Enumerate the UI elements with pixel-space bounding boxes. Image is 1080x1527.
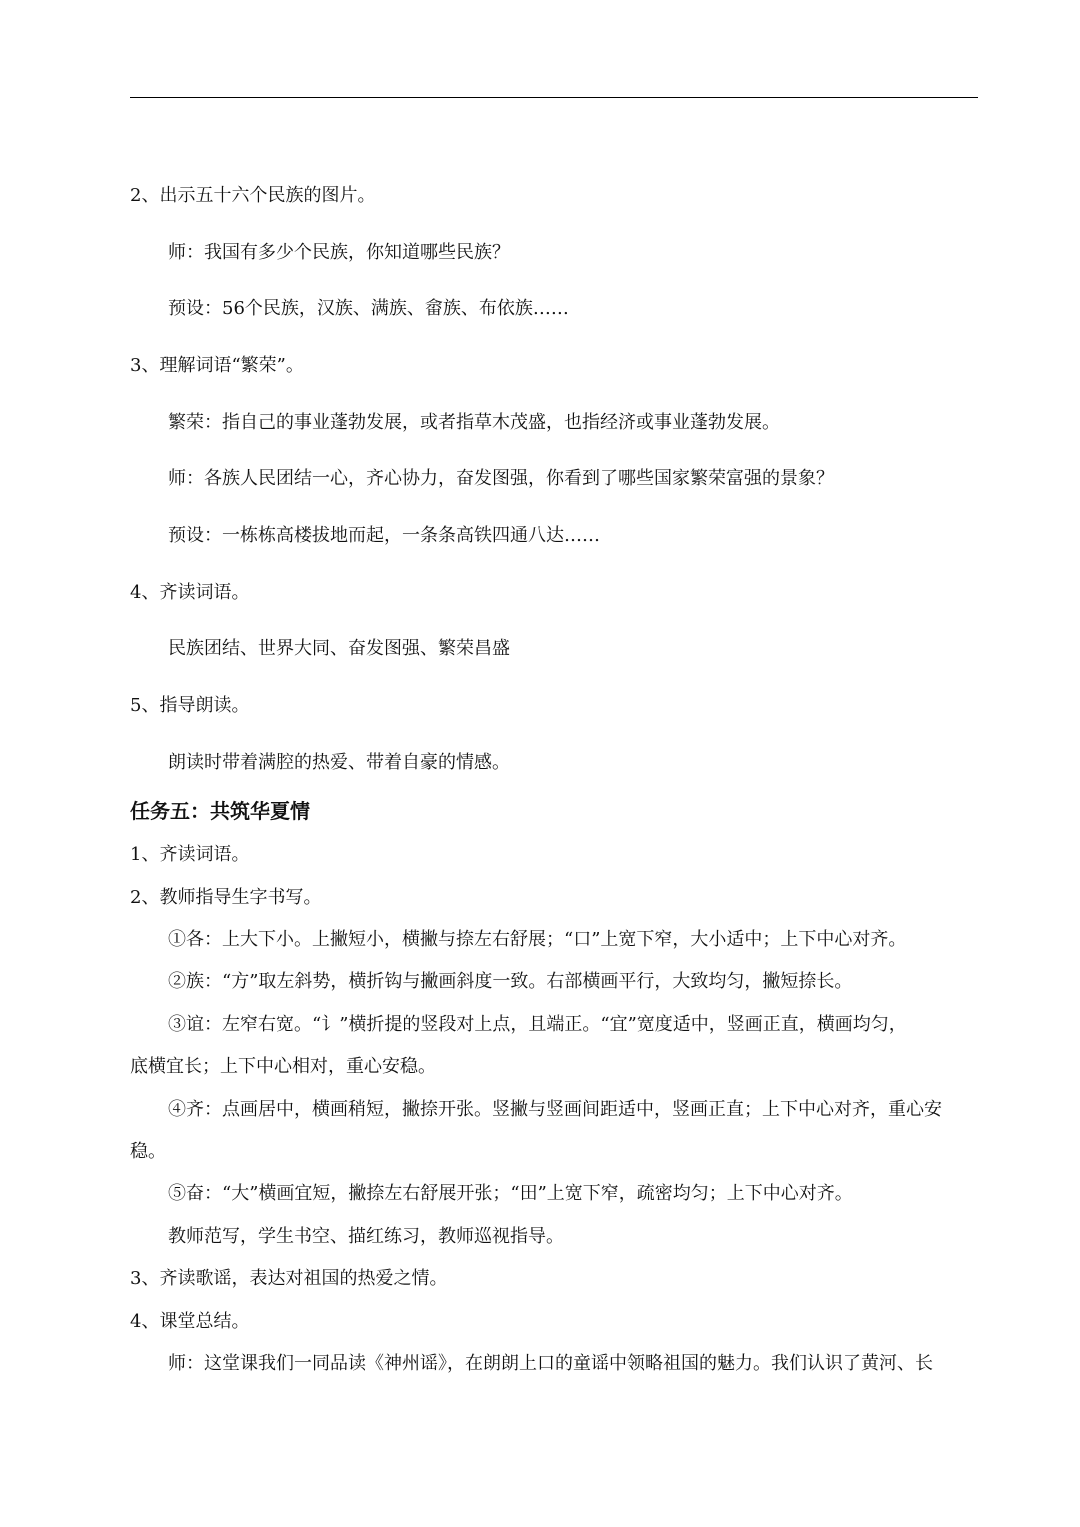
section-heading-task-5: 任务五：共筑华夏情 — [130, 799, 310, 823]
step-5-guided-reading: 5、指导朗读。 — [130, 695, 250, 716]
char-guide-zu: ②族：“方”取左斜势，横折钩与撇画斜度一致。右部横画平行，大致均匀，撇短捺长。 — [168, 971, 853, 992]
teacher-demo-writing: 教师范写，学生书空、描红练习，教师巡视指导。 — [168, 1226, 564, 1247]
char-guide-qi: ④齐：点画居中，横画稍短，撇捺开张。竖撇与竖画间距适中，竖画正直；上下中心对齐，重心安 — [168, 1099, 942, 1120]
char-guide-ge: ①各：上大下小。上撇短小，横撇与捺左右舒展；“口”上宽下窄，大小适中；上下中心对齐。 — [168, 929, 907, 950]
teacher-question-prosperity: 师：各族人民团结一心，齐心协力，奋发图强，你看到了哪些国家繁荣富强的景象？ — [168, 468, 834, 489]
word-list: 民族团结、世界大同、奋发图强、繁荣昌盛 — [168, 638, 510, 659]
char-guide-qi-cont: 稳。 — [130, 1141, 166, 1162]
lesson-summary: 师：这堂课我们一同品读《神州谣》，在朗朗上口的童谣中领略祖国的魅力。我们认识了黄河、长 — [168, 1353, 933, 1374]
task5-step-3: 3、齐读歌谣，表达对祖国的热爱之情。 — [130, 1268, 448, 1289]
step-2-pictures: 2、出示五十六个民族的图片。 — [130, 185, 376, 206]
header-rule — [130, 97, 978, 98]
expected-answer-prosperity: 预设：一栋栋高楼拔地而起，一条条高铁四通八达…… — [168, 525, 600, 546]
step-3-understand-word: 3、理解词语“繁荣”。 — [130, 355, 304, 376]
expected-answer-ethnic-groups: 预设：56个民族，汉族、满族、畲族、布依族…… — [168, 298, 569, 319]
char-guide-yi: ③谊：左窄右宽。“讠”横折提的竖段对上点，且端正。“宜”宽度适中，竖画正直，横画均匀， — [168, 1014, 907, 1035]
task5-step-2: 2、教师指导生字书写。 — [130, 887, 322, 908]
task5-step-1: 1、齐读词语。 — [130, 844, 250, 865]
reading-instruction: 朗读时带着满腔的热爱、带着自豪的情感。 — [168, 752, 510, 773]
char-guide-yi-cont: 底横宜长；上下中心相对，重心安稳。 — [130, 1056, 436, 1077]
definition-fanrong: 繁荣：指自己的事业蓬勃发展，或者指草木茂盛，也指经济或事业蓬勃发展。 — [168, 412, 780, 433]
task5-step-4: 4、课堂总结。 — [130, 1311, 250, 1332]
teacher-question-ethnic-groups: 师：我国有多少个民族，你知道哪些民族？ — [168, 242, 510, 263]
char-guide-fen: ⑤奋：“大”横画宜短，撇捺左右舒展开张；“田”上宽下窄，疏密均匀；上下中心对齐。 — [168, 1183, 853, 1204]
step-4-read-words: 4、齐读词语。 — [130, 582, 250, 603]
